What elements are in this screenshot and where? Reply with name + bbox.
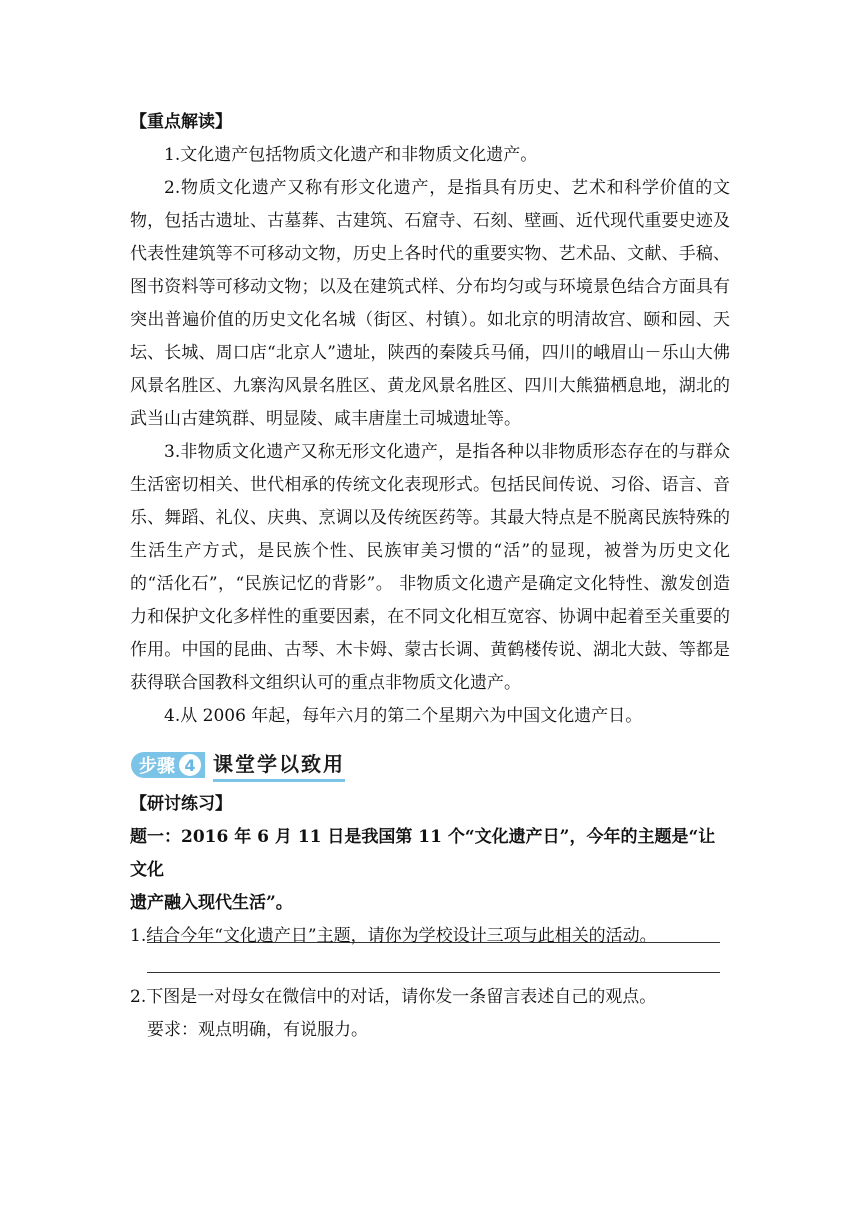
practice-heading: 【研讨练习】 bbox=[130, 794, 232, 814]
question-item-2: 2.下图是一对母女在微信中的对话，请你发一条留言表述自己的观点。 bbox=[130, 987, 657, 1007]
key-point-3: 3.非物质文化遗产又称无形文化遗产，是指各种以非物质形态存在的与群众生活密切相关、世代相承的传统文化表现形式。包括民间传说、习俗、语言、音乐、舞蹈、礼仪、庆典、烹调以及传统医药等。其最大特点是不脱离民族特殊的生活生产方式，是民族个性、民族审美习惯的“活”的显现，被誉为历史文化的“活化石”，“民族记忆的背影”。 非物质文化遗产是确定文化特性、激发创造力和保护文化多样性的重要因素，在不同文化相互宽容、协调中起着至关重要的作用。中国的昆曲、古琴、木卡姆、蒙古长调、黄鹤楼传说、湖北大鼓、等都是获得联合国教科文组织认可的重点非物质文化遗产。 bbox=[130, 442, 730, 693]
answer-line-1[interactable] bbox=[147, 942, 720, 943]
step-badge bbox=[131, 752, 205, 778]
answer-line-2[interactable] bbox=[147, 972, 720, 973]
requirement-text: 要求：观点明确，有说服力。 bbox=[147, 1020, 368, 1040]
key-points-section bbox=[130, 106, 730, 733]
step-number: 4 bbox=[179, 754, 201, 776]
key-points-heading: 【重点解读】 bbox=[130, 112, 232, 132]
question-item-1: 1.结合今年“文化遗产日”主题，请你为学校设计三项与此相关的活动。 bbox=[130, 926, 657, 946]
question-1-line-1: 题一：2016 年 6 月 11 日是我国第 11 个“文化遗产日”，今年的主题是“让文化 bbox=[130, 827, 716, 880]
step-title: 课堂学以致用 bbox=[213, 748, 345, 782]
question-1-line-2: 遗产融入现代生活”。 bbox=[130, 893, 293, 913]
step-label: 步骤 bbox=[139, 756, 175, 777]
practice-section-continued bbox=[130, 981, 730, 1047]
key-point-1: 1.文化遗产包括物质文化遗产和非物质文化遗产。 bbox=[164, 145, 538, 165]
key-point-4: 4.从 2006 年起，每年六月的第二个星期六为中国文化遗产日。 bbox=[164, 706, 643, 726]
practice-section bbox=[130, 788, 730, 953]
key-point-2: 2.物质文化遗产又称有形文化遗产，是指具有历史、艺术和科学价值的文物，包括古遗址、古墓葬、古建筑、石窟寺、石刻、壁画、近代现代重要史迹及代表性建筑等不可移动文物，历史上各时代的重要实物、艺术品、文献、手稿、图书资料等可移动文物；以及在建筑式样、分布均匀或与环境景色结合方面具有突出普遍价值的历史文化名城（街区、村镇）。如北京的明清故宫、颐和园、天坛、长城、周口店“北京人”遗址，陕西的秦陵兵马俑，四川的峨眉山－乐山大佛风景名胜区、九寨沟风景名胜区、黄龙风景名胜区、四川大熊猫栖息地，湖北的武当山古建筑群、明显陵、咸丰唐崖土司城遗址等。 bbox=[130, 178, 730, 429]
step-banner bbox=[131, 751, 345, 779]
